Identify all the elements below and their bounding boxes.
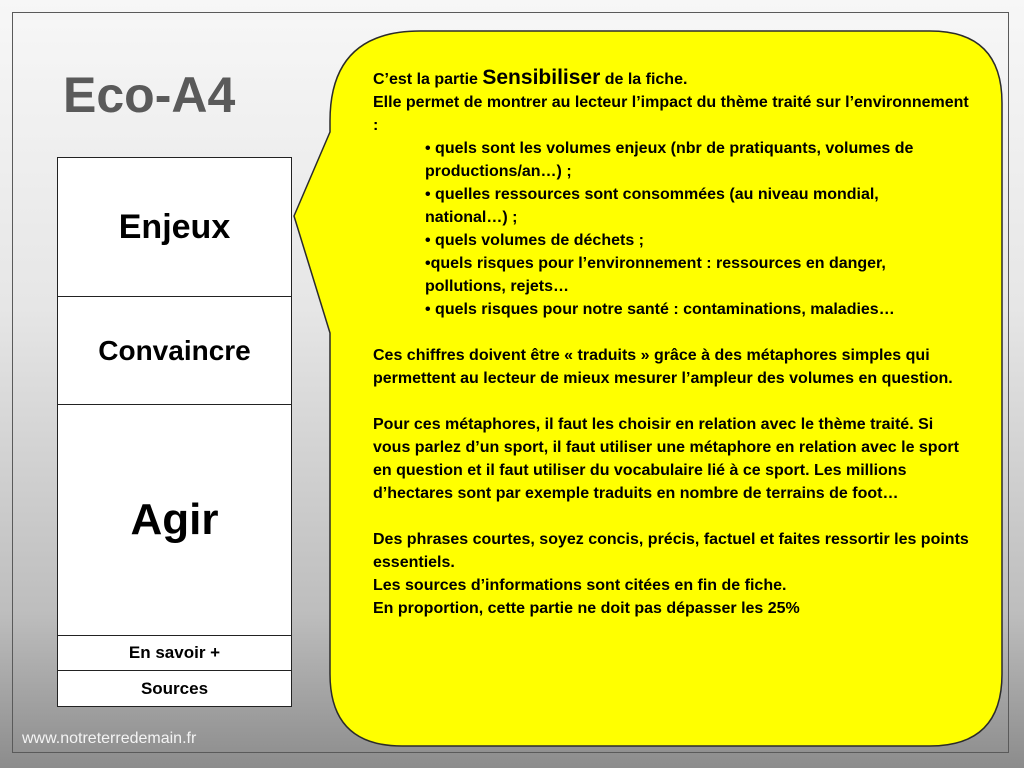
paragraph-phrases: Des phrases courtes, soyez concis, précis, factuel et faites ressortir les points essentiels. xyxy=(373,531,969,571)
section-enjeux: Enjeux xyxy=(58,158,291,297)
section-en-savoir-plus: En savoir + xyxy=(58,636,291,671)
paragraph-sources: Les sources d’informations sont citées en fin de fiche. xyxy=(373,577,787,594)
bullet-item: • quelles ressources sont consommées (au niveau mondial, national…) ; xyxy=(425,186,879,226)
section-convaincre: Convaincre xyxy=(58,297,291,405)
bullet-item: • quels volumes de déchets ; xyxy=(425,232,644,249)
paragraph-metaphores: Ces chiffres doivent être « traduits » grâce à des métaphores simples qui permettent au lecteur de mieux mesurer l’ampleur des volumes en question. xyxy=(373,347,953,387)
bullet-list xyxy=(373,137,935,321)
paragraph-choix: Pour ces métaphores, il faut les choisir en relation avec le thème traité. Si vous parlez d’un sport, il faut utiliser une métaphore en relation avec le sport en question et il faut utiliser du vocabulaire lié à ce sport. Les millions d’hectares sont par exemple traduits en nombre de terrains de foot… xyxy=(373,416,959,502)
slide-title: Eco-A4 xyxy=(63,67,236,123)
intro-keyword: Sensibiliser xyxy=(482,66,601,89)
bubble-content xyxy=(373,66,973,620)
bullet-item: • quels sont les volumes enjeux (nbr de pratiquants, volumes de productions/an…) ; xyxy=(425,140,914,180)
section-sources: Sources xyxy=(140,678,209,698)
paragraph-proportion: En proportion, cette partie ne doit pas dépasser les 25% xyxy=(373,600,800,617)
intro-line-2: Elle permet de montrer au lecteur l’impact du thème traité sur l’environnement : xyxy=(373,94,969,134)
intro-before: C’est la partie xyxy=(373,71,483,88)
bullet-item: •quels risques pour l’environnement : ressources en danger, pollutions, rejets… xyxy=(425,255,886,295)
section-agir: Agir xyxy=(58,405,291,636)
footer-url[interactable]: www.notreterredemain.fr xyxy=(22,730,197,747)
intro-after: de la fiche. xyxy=(600,71,688,88)
bullet-item: • quels risques pour notre santé : contaminations, maladies… xyxy=(425,301,895,318)
intro-line xyxy=(373,66,973,91)
